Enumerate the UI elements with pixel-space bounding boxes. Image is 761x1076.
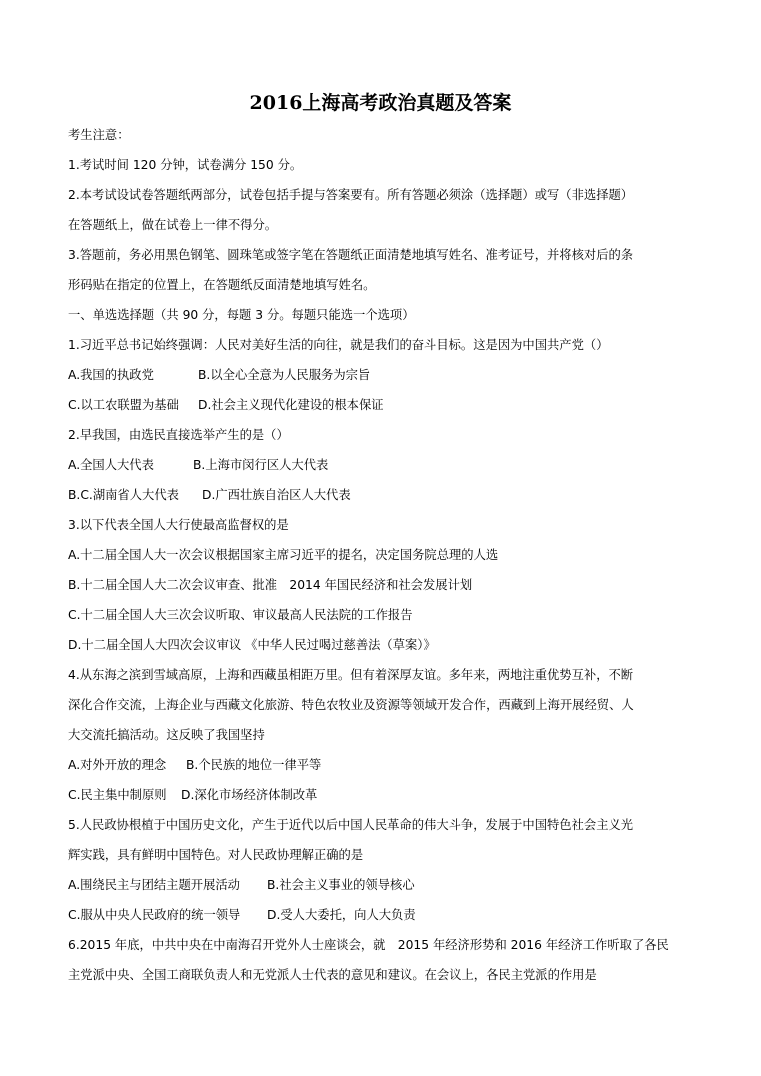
question-stem: 2.早我国，由选民直接选举产生的是（） xyxy=(68,428,289,442)
option: C.服从中央人民政府的统一领导 xyxy=(68,908,241,922)
notice-item: 在答题纸上，做在试卷上一律不得分。 xyxy=(68,218,278,232)
document-title: 2016上海高考政治真题及答案 xyxy=(249,92,512,114)
option: D.广西壮族自治区人大代表 xyxy=(202,488,351,502)
option: B.社会主义事业的领导核心 xyxy=(267,878,415,892)
option: D.深化市场经济体制改革 xyxy=(181,788,318,802)
option-row xyxy=(68,876,415,894)
notice-item: 形码贴在指定的位置上，在答题纸反面清楚地填写姓名。 xyxy=(68,278,376,292)
notice-item: 2.本考试设试卷答题纸两部分，试卷包括手提与答案要有。所有答题必须涂（选择题）或写（非选择题） xyxy=(68,188,634,202)
question-stem: 辉实践，具有鲜明中国特色。对人民政协理解正确的是 xyxy=(68,848,364,862)
question-stem: 大交流托搞活动。这反映了我国坚持 xyxy=(68,728,265,742)
option: A.十二届全国人大一次会议根据国家主席习近平的提名，决定国务院总理的人选 xyxy=(68,548,499,562)
option: B.个民族的地位一律平等 xyxy=(186,758,322,772)
question-stem: 5.人民政协根植于中国历史文化，产生于近代以后中国人民革命的伟大斗争，发展于中国特色社会主义光 xyxy=(68,818,634,832)
option: C.以工农联盟为基础 xyxy=(68,398,179,412)
option: A.全国人大代表 xyxy=(68,458,154,472)
option: A.对外开放的理念 xyxy=(68,758,167,772)
notice-heading: 考生注意： xyxy=(68,128,130,142)
option: D.十二届全国人大四次会议审议 《中华人民过喝过慈善法（草案）》 xyxy=(68,638,436,652)
option-row xyxy=(68,396,384,414)
option: C.民主集中制原则 xyxy=(68,788,167,802)
option-row xyxy=(68,786,317,804)
option: A.围绕民主与团结主题开展活动 xyxy=(68,878,240,892)
option: C.十二届全国人大三次会议听取、审议最高人民法院的工作报告 xyxy=(68,608,413,622)
option: D.社会主义现代化建设的根本保证 xyxy=(198,398,384,412)
notice-item: 3.答题前，务必用黑色钢笔、圆珠笔或签字笔在答题纸正面清楚地填写姓名、准考证号，并将核对后的条 xyxy=(68,248,634,262)
option: B.C.湖南省人大代表 xyxy=(68,488,179,502)
option-row xyxy=(68,366,370,384)
option: D.受人大委托，向人大负责 xyxy=(267,908,416,922)
question-stem: 6.2015 年底，中共中央在中南海召开党外人士座谈会，就 2015 年经济形势和 2016 年经济工作听取了各民 xyxy=(68,938,669,952)
option-row xyxy=(68,456,328,474)
option-row xyxy=(68,486,351,504)
option: A.我国的执政党 xyxy=(68,368,154,382)
option: B.以全心全意为人民服务为宗旨 xyxy=(198,368,371,382)
question-stem: 4.从东海之滨到雪域高原，上海和西藏虽相距万里。但有着深厚友谊。多年来，两地注重优势互补，不断 xyxy=(68,668,634,682)
question-stem: 1.习近平总书记始终强调：人民对美好生活的向往，就是我们的奋斗目标。这是因为中国共产党（） xyxy=(68,338,609,352)
section-heading: 一、单选选择题（共 90 分，每题 3 分。每题只能选一个选项） xyxy=(68,308,415,322)
option: B.十二届全国人大二次会议审查、批准 2014 年国民经济和社会发展计划 xyxy=(68,578,473,592)
option-row xyxy=(68,756,321,774)
question-stem: 3.以下代表全国人大行使最高监督权的是 xyxy=(68,518,289,532)
option-row xyxy=(68,906,416,924)
notice-item: 1.考试时间 120 分钟，试卷满分 150 分。 xyxy=(68,158,303,172)
question-stem: 深化合作交流，上海企业与西藏文化旅游、特色农牧业及资源等领域开发合作，西藏到上海开展经贸、人 xyxy=(68,698,634,712)
question-stem: 主党派中央、全国工商联负责人和无党派人士代表的意见和建议。在会议上，各民主党派的作用是 xyxy=(68,968,597,982)
option: B.上海市闵行区人大代表 xyxy=(193,458,329,472)
